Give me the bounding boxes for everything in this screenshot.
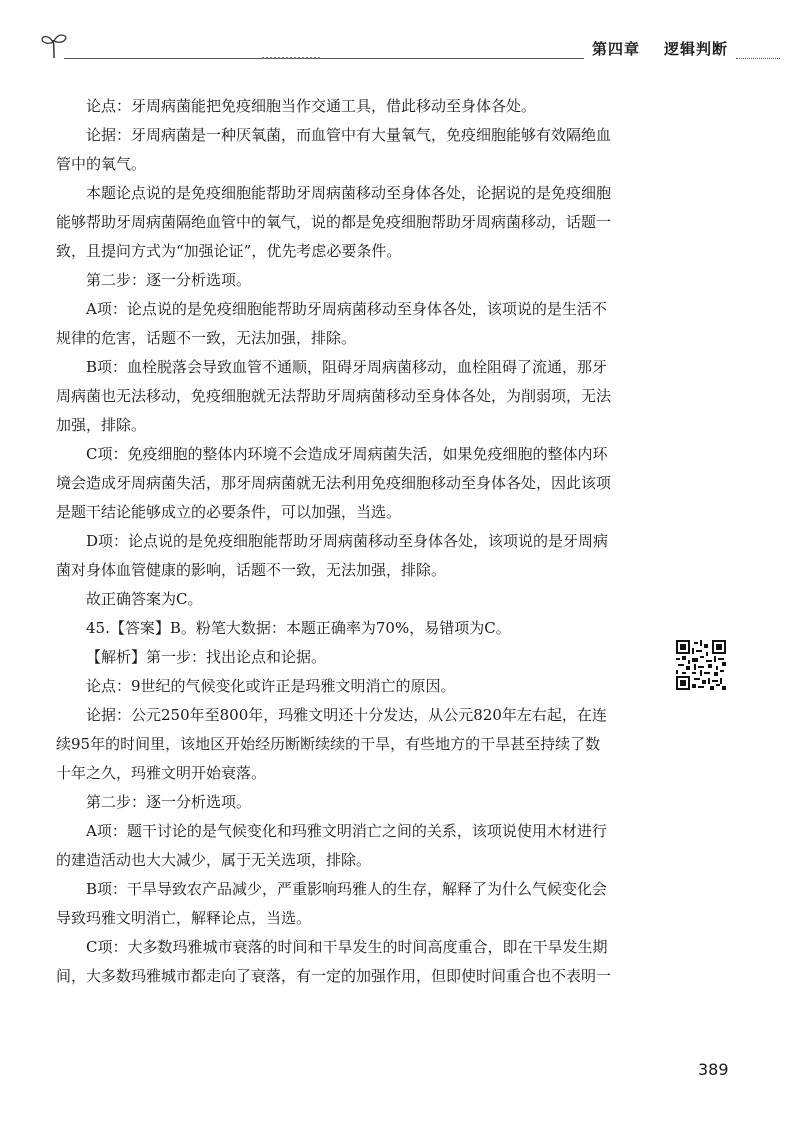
- text-line: 间，大多数玛雅城市都走向了衰落，有一定的加强作用，但即使时间重合也不表明一: [56, 967, 612, 985]
- text-line: 致，且提问方式为“加强论证”，优先考虑必要条件。: [56, 242, 402, 260]
- header-rule-right: [736, 58, 780, 59]
- page-header: [0, 0, 800, 70]
- page-body: [56, 92, 656, 991]
- text-line: 论据：牙周病菌是一种厌氧菌，而血管中有大量氧气，免疫细胞能够有效隔绝血: [86, 126, 612, 144]
- text-line: 论据：公元250年至800年，玛雅文明还十分发达，从公元820年左右起，在连: [86, 706, 607, 724]
- text-line: D项：论点说的是免疫细胞能帮助牙周病菌移动至身体各处，该项说的是牙周病: [86, 532, 609, 550]
- text-line: 论点：牙周病菌能把免疫细胞当作交通工具，借此移动至身体各处。: [86, 97, 537, 115]
- text-line: 第二步：逐一分析选项。: [86, 793, 252, 811]
- text-line: B项：干旱导致农产品减少，严重影响玛雅人的生存，解释了为什么气候变化会: [86, 880, 608, 898]
- text-line: A项：论点说的是免疫细胞能帮助牙周病菌移动至身体各处，该项说的是生活不: [86, 300, 607, 318]
- topic-label: 逻辑判断: [664, 40, 729, 58]
- text-line: C项：免疫细胞的整体内环境不会造成牙周病菌失活，如果免疫细胞的整体内环: [86, 445, 608, 463]
- text-line: 第二步：逐一分析选项。: [86, 271, 252, 289]
- text-line: 本题论点说的是免疫细胞能帮助牙周病菌移动至身体各处，论据说的是免疫细胞: [86, 184, 612, 202]
- text-line: 加强，排除。: [56, 416, 147, 434]
- text-line: 是题干结论能够成立的必要条件，可以加强，当选。: [56, 503, 402, 521]
- text-line: 规律的危害，话题不一致，无法加强，排除。: [56, 329, 357, 347]
- text-line: B项：血栓脱落会导致血管不通顺，阻碍牙周病菌移动，血栓阻碍了流通，那牙: [86, 358, 608, 376]
- text-line: 周病菌也无法移动，免疫细胞就无法帮助牙周病菌移动至身体各处，为削弱项，无法: [56, 387, 612, 405]
- text-line: A项：题干讨论的是气候变化和玛雅文明消亡之间的关系，该项说使用木材进行: [86, 822, 607, 840]
- text-line: 境会造成牙周病菌失活，那牙周病菌就无法利用免疫细胞移动至身体各处，因此该项: [56, 474, 612, 492]
- text-line: 续95年的时间里，该地区开始经历断断续续的干旱，有些地方的干旱甚至持续了数: [56, 735, 601, 753]
- text-line: 管中的氧气。: [56, 155, 147, 173]
- text-line: 故正确答案为C。: [86, 590, 203, 608]
- header-rule-dots: [262, 57, 320, 59]
- sprout-icon: [40, 30, 68, 60]
- text-line: C项：大多数玛雅城市衰落的时间和干旱发生的时间高度重合，即在干旱发生期: [86, 938, 608, 956]
- header-rule: [64, 58, 584, 59]
- page-number: 389: [698, 1060, 729, 1079]
- text-line: 十年之久，玛雅文明开始衰落。: [56, 764, 267, 782]
- text-line: 导致玛雅文明消亡，解释论点，当选。: [56, 909, 312, 927]
- chapter-label: 第四章: [592, 40, 641, 58]
- text-line: 【解析】第一步：找出论点和论据。: [86, 648, 327, 666]
- text-line: 论点：9世纪的气候变化或许正是玛雅文明消亡的原因。: [86, 677, 456, 695]
- text-line: 的建造活动也大大减少，属于无关选项，排除。: [56, 851, 372, 869]
- qr-code-icon: [676, 640, 726, 690]
- text-line: 菌对身体血管健康的影响，话题不一致，无法加强，排除。: [56, 561, 447, 579]
- text-line: 能够帮助牙周病菌隔绝血管中的氧气，说的都是免疫细胞帮助牙周病菌移动，话题一: [56, 213, 612, 231]
- text-line: 45.【答案】B。粉笔大数据：本题正确率为70%，易错项为C。: [86, 619, 511, 637]
